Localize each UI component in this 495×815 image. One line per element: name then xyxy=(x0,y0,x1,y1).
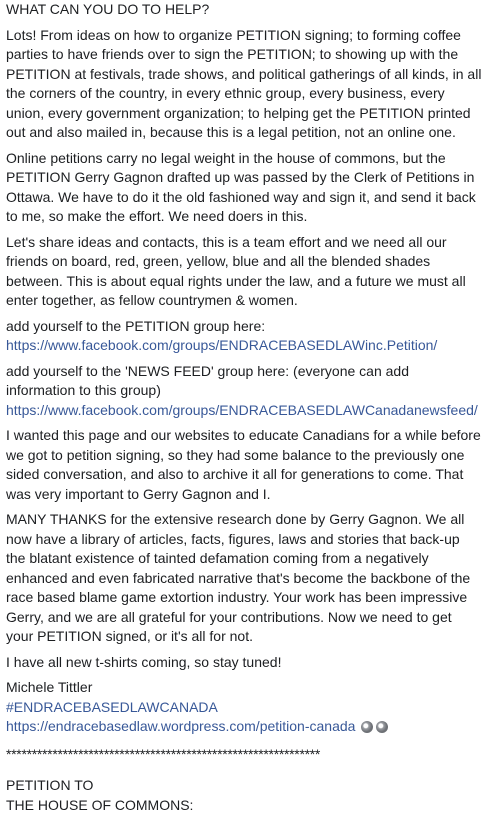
text-line: Online petitions carry no legal weight in the house of commons, but the xyxy=(6,149,489,169)
preview-dot-icon[interactable] xyxy=(361,721,373,733)
news-feed-link[interactable]: https://www.facebook.com/groups/ENDRACEBASEDLAWCanadanewsfeed/ xyxy=(6,402,478,418)
link-preview-icons xyxy=(361,719,391,739)
text-line: sided conversation, and also to archive it all for generations to come. That xyxy=(6,465,489,485)
post-heading: WHAT CAN YOU DO TO HELP? xyxy=(6,0,489,20)
text-line: out and also mailed in, because this is a legal petition, not an online one. xyxy=(6,123,489,143)
text-line: we got to petition signing, so they had some balance to the previously one xyxy=(6,446,489,466)
text-line: information to this group) xyxy=(6,381,489,401)
text-line: Let's share ideas and contacts, this is a team effort and we need all our xyxy=(6,233,489,253)
text-line: to me, so make the effort. We need doers in this. xyxy=(6,207,489,227)
text-line: now have a library of articles, facts, figures, laws and stories that back-up xyxy=(6,530,489,550)
text-line: union, every government organization; to helping get the PETITION printed xyxy=(6,104,489,124)
text-line: MANY THANKS for the extensive research done by Gerry Gagnon. We all xyxy=(6,510,489,530)
text-line: was very important to Gerry Gagnon and I. xyxy=(6,485,489,505)
paragraph-lots xyxy=(6,26,489,143)
house-of-commons: THE HOUSE OF COMMONS: xyxy=(6,796,489,815)
text-line: the blatant existence of tainted defamation coming from a negatively xyxy=(6,549,489,569)
paragraph-tshirts xyxy=(6,653,489,673)
text-line: I wanted this page and our websites to educate Canadians for a while before xyxy=(6,426,489,446)
hashtag-link[interactable]: #ENDRACEBASEDLAWCANADA xyxy=(6,699,218,715)
text-line: race based blame game extortion industry. Your work has been impressive xyxy=(6,588,489,608)
paragraph-news-feed xyxy=(6,362,489,421)
author-name: Michele Tittler xyxy=(6,678,489,698)
separator-line: ************************************************************* xyxy=(6,745,489,765)
text-line: enhanced and even fabricated narrative that's become the backbone of the xyxy=(6,569,489,589)
text-line: add yourself to the 'NEWS FEED' group here: (everyone can add xyxy=(6,362,489,382)
preview-dot-icon[interactable] xyxy=(376,721,388,733)
signature-block xyxy=(6,678,489,739)
text-line: enter together, as fellow countrymen & women. xyxy=(6,291,489,311)
paragraph-share-ideas xyxy=(6,233,489,311)
text-line: your PETITION signed, or it's all for not. xyxy=(6,627,489,647)
text-line: PETITION at festivals, trade shows, and political gatherings of all kinds, in all xyxy=(6,65,489,85)
text-line: parties to have friends over to sign the PETITION; to showing up with the xyxy=(6,45,489,65)
group-text: add yourself to the PETITION group here: xyxy=(6,317,489,337)
tshirts-text: I have all new t-shirts coming, so stay tuned! xyxy=(6,653,489,673)
text-line: the corners of the country, in every ethnic group, every business, every xyxy=(6,84,489,104)
petition-to: PETITION TO xyxy=(6,776,489,796)
paragraph-thanks xyxy=(6,510,489,647)
text-line: between. This is about equal rights under the law, and a future we must all xyxy=(6,272,489,292)
text-line: friends on board, red, green, yellow, blue and all the blended shades xyxy=(6,252,489,272)
petition-group-link[interactable]: https://www.facebook.com/groups/ENDRACEBASEDLAWinc.Petition/ xyxy=(6,337,437,353)
text-line: Ottawa. We have to do it the old fashioned way and sign it, and send it back xyxy=(6,188,489,208)
website-link[interactable]: https://endracebasedlaw.wordpress.com/petition-canada xyxy=(6,718,355,734)
paragraph-online-petitions xyxy=(6,149,489,227)
text-line: PETITION Gerry Gagnon drafted up was passed by the Clerk of Petitions in xyxy=(6,168,489,188)
paragraph-educate xyxy=(6,426,489,504)
paragraph-petition-group xyxy=(6,317,489,356)
text-line: Lots! From ideas on how to organize PETITION signing; to forming coffee xyxy=(6,26,489,46)
text-line: Gerry, and we are all grateful for your contributions. Now we need to get xyxy=(6,608,489,628)
